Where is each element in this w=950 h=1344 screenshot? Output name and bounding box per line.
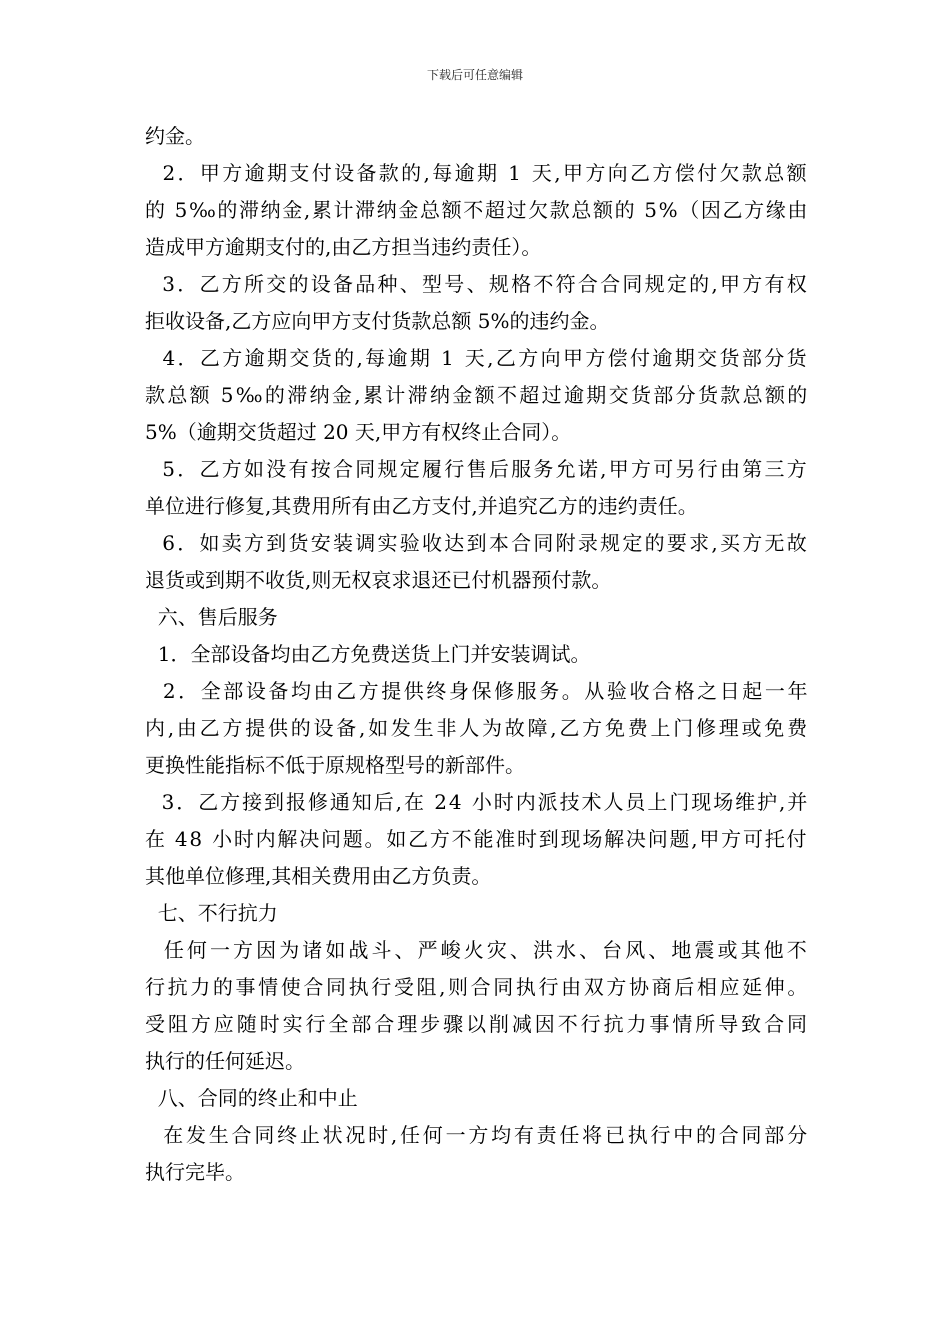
text-line: 受阻方应随时实行全部合理步骤以削减因不行抗力事情所导致合同	[145, 1012, 810, 1036]
text-line: 内,由乙方提供的设备,如发生非人为故障,乙方免费上门修理或免费	[145, 716, 810, 740]
text-line: 执行完毕。	[145, 1160, 245, 1184]
page-header: 下载后可任意编辑	[426, 68, 523, 82]
text-line: 1．全部设备均由乙方免费送货上门并安装调试。	[145, 642, 591, 666]
text-line: 3．乙方所交的设备品种、型号、规格不符合合同规定的,甲方有权	[145, 272, 810, 296]
text-line: 5．乙方如没有按合同规定履行售后服务允诺,甲方可另行由第三方	[145, 457, 810, 481]
text-line: 任何一方因为诸如战斗、严峻火灾、洪水、台风、地震或其他不	[145, 938, 810, 962]
text-line: 的 5‰的滞纳金,累计滞纳金总额不超过欠款总额的 5%（因乙方缘由	[145, 198, 809, 222]
text-line: 款总额 5‰的滞纳金,累计滞纳金额不超过逾期交货部分货款总额的	[145, 383, 810, 407]
text-line: 约金。	[145, 124, 205, 148]
text-line: 七、不行抗力	[145, 901, 278, 925]
text-line: 单位进行修复,其费用所有由乙方支付,并追究乙方的违约责任。	[145, 494, 698, 518]
text-line: 六、售后服务	[145, 605, 278, 629]
text-line: 在发生合同终止状况时,任何一方均有责任将已执行中的合同部分	[145, 1123, 810, 1147]
text-line: 更换性能指标不低于原规格型号的新部件。	[145, 753, 525, 777]
text-line: 行抗力的事情使合同执行受阻,则合同执行由双方协商后相应延伸。	[145, 975, 810, 999]
text-line: 3．乙方接到报修通知后,在 24 小时内派技术人员上门现场维护,并	[145, 790, 810, 814]
document-body	[145, 118, 811, 1191]
text-line: 2．全部设备均由乙方提供终身保修服务。从验收合格之日起一年	[145, 679, 811, 703]
text-line: 拒收设备,乙方应向甲方支付货款总额 5%的违约金。	[145, 309, 610, 333]
text-line: 2．甲方逾期支付设备款的,每逾期 1 天,甲方向乙方偿付欠款总额	[145, 161, 809, 185]
text-line: 5%（逾期交货超过 20 天,甲方有权终止合同）。	[145, 420, 572, 444]
text-line: 6．如卖方到货安装调实验收达到本合同附录规定的要求,买方无故	[145, 531, 810, 555]
text-line: 执行的任何延迟。	[145, 1049, 305, 1073]
text-line: 退货或到期不收货,则无权哀求退还已付机器预付款。	[145, 568, 612, 592]
text-line: 4．乙方逾期交货的,每逾期 1 天,乙方向甲方偿付逾期交货部分货	[145, 346, 809, 370]
text-line: 八、合同的终止和中止	[145, 1086, 358, 1110]
text-line: 其他单位修理,其相关费用由乙方负责。	[145, 864, 492, 888]
text-line: 在 48 小时内解决问题。如乙方不能准时到现场解决问题,甲方可托付	[145, 827, 809, 851]
text-line: 造成甲方逾期支付的,由乙方担当违约责任）。	[145, 235, 542, 259]
